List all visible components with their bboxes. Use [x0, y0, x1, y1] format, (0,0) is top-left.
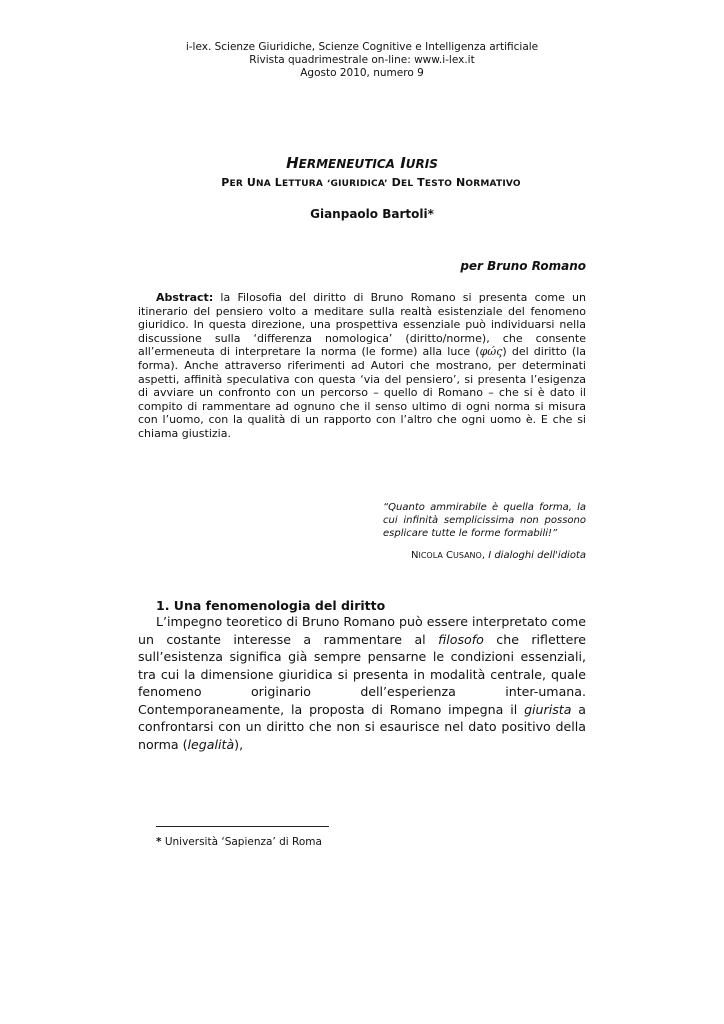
article-subtitle: PER UNA LETTURA ‘GIURIDICA’ DEL TESTO NORMATIVO — [221, 176, 521, 189]
header-line-website: Rivista quadrimestrale on-line: www.i-lex.it — [249, 54, 475, 66]
footnote: * Università ‘Sapienza’ di Roma — [156, 836, 322, 848]
epigraph-source: NICOLA CUSANO, I dialoghi dell'idiota — [410, 550, 586, 561]
author-name: Gianpaolo Bartoli* — [310, 207, 434, 221]
section-heading: 1. Una fenomenologia del diritto — [156, 598, 386, 613]
journal-header — [0, 41, 724, 80]
header-line-issue: Agosto 2010, numero 9 — [300, 67, 424, 79]
footnote-marker[interactable]: * — [427, 207, 434, 221]
abstract-label: Abstract: — [156, 291, 214, 304]
epigraph-quote: “Quanto ammirabile è quella forma, la cui infinità semplicissima non possono esplicare tutte le forme formabili!” — [383, 502, 586, 539]
greek-term: φώς — [479, 345, 503, 359]
header-line-journal: i-lex. Scienze Giuridiche, Scienze Cognitive e Intelligenza artificiale — [185, 41, 539, 53]
abstract: Abstract: la Filosofia del diritto di Bruno Romano si presenta come un itinerario del pensiero volto a meditare sulla realtà esistenziale del fenomeno giuridico. In questa direzione, una prospettiva essenziale può individuarsi nella discussione sulla ‘differenza nomologica’ (diritto/norme), che consente all’ermeneuta di interpretare la norma (le forme) alla luce (φώς) del diritto (la forma). Anche attraverso riferimenti ad Autori che mostrano, per determinati aspetti, affinità speculativa con questa ‘via del pensiero’, si presenta l’esigenza di avviare un confronto con un percorso – quello di Romano – che si è dato il compito di rammentare ad ognuno che il senso ultimo di ogni norma si misura con l’uomo, con la qualità di un rapporto con l’altro che ogni uomo è. E che si chiama giustizia. — [138, 291, 586, 440]
footnote-divider — [156, 826, 329, 827]
article-title: HERMENEUTICA IURIS — [286, 154, 438, 172]
epigraph-work: I dialoghi dell'idiota — [488, 550, 586, 561]
epigraph-author: NICOLA CUSANO — [410, 550, 482, 561]
body-paragraph: L’impegno teoretico di Bruno Romano può essere interpretato come un costante interesse a rammentare al filosofo che riflettere sull’esistenza significa già sempre pensarne le condizioni essenziali, tra cui la dimensione giuridica si presenta in modalità centrale, quale fenomeno originario dell’esperienza inter-umana. Contemporaneamente, la proposta di Romano impegna il giurista a confrontarsi con un diritto che non si esaurisce nel dato positivo della norma (legalità), — [138, 614, 586, 752]
dedication: per Bruno Romano — [460, 259, 586, 273]
